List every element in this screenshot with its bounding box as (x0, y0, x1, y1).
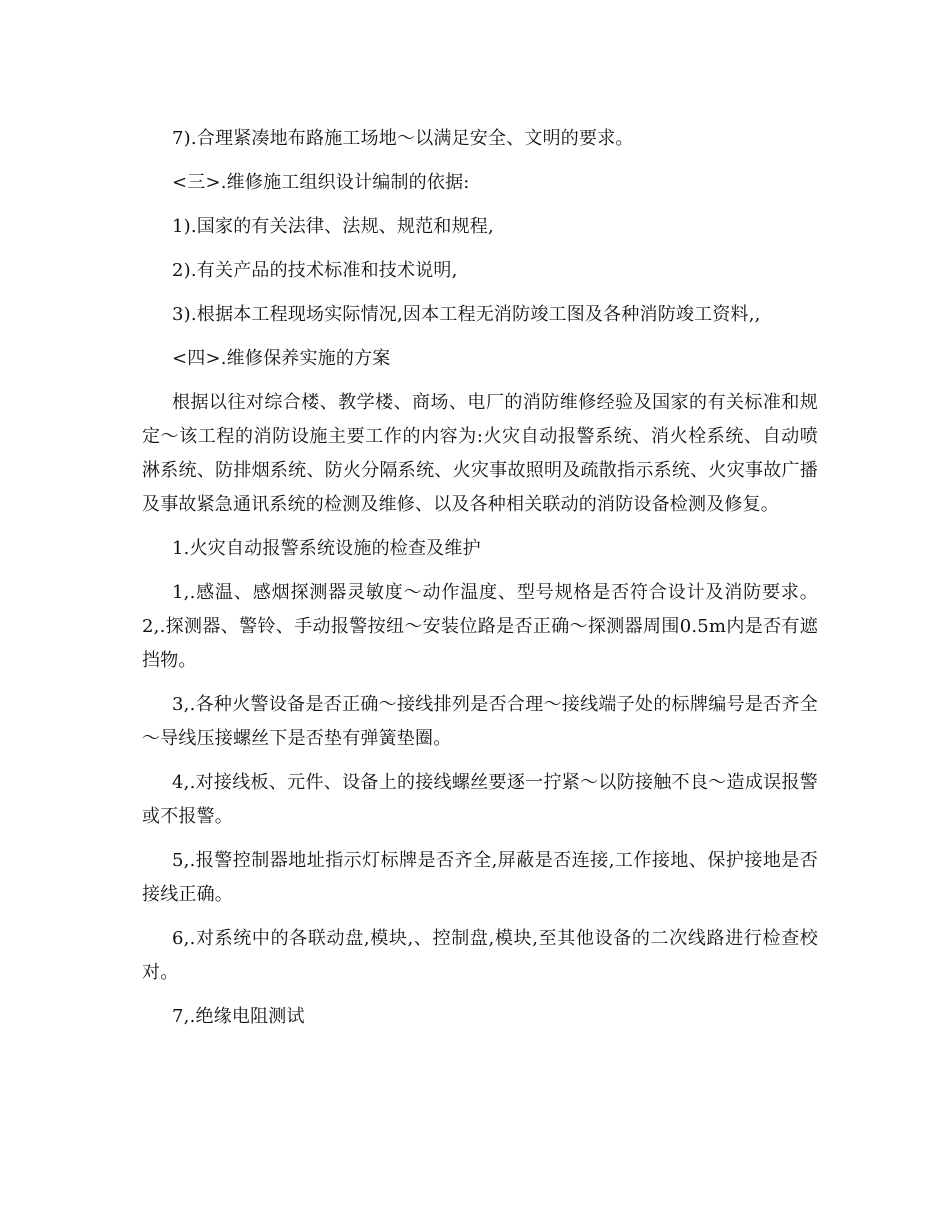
paragraph: 7).合理紧凑地布路施工场地～以满足安全、文明的要求。 (172, 128, 634, 149)
document-body (142, 122, 818, 1036)
section-heading: 1.火灾自动报警系统设施的检查及维护 (172, 538, 481, 559)
paragraph: 1).国家的有关法律、法规、规范和规程, (172, 216, 494, 237)
paragraph: 6,.对系统中的各联动盘,模块,、控制盘,模块,至其他设备的二次线路进行检查校对。 (142, 928, 818, 983)
paragraph: 5,.报警控制器地址指示灯标牌是否齐全,屏蔽是否连接,工作接地、保护接地是否接线正确。 (142, 850, 818, 905)
paragraph: 1,.感温、感烟探测器灵敏度～动作温度、型号规格是否符合设计及消防要求。 2,.探测器、警铃、手动报警按纽～安装位路是否正确～探测器周围0.5m内是否有遮挡物。 (142, 582, 818, 671)
paragraph: 3,.各种火警设备是否正确～接线排列是否合理～接线端子处的标牌编号是否齐全～导线压接螺丝下是否垫有弹簧垫圈。 (142, 694, 818, 749)
paragraph: 4,.对接线板、元件、设备上的接线螺丝要逐一拧紧～以防接触不良～造成误报警或不报警。 (142, 772, 818, 827)
paragraph: 根据以往对综合楼、教学楼、商场、电厂的消防维修经验及国家的有关标准和规定～该工程的消防设施主要工作的内容为:火灾自动报警系统、消火栓系统、自动喷淋系统、防排烟系统、防火分隔系统、火灾事故照明及疏散指示系统、火灾事故广播及事故紧急通讯系统的检测及维修、以及各种相关联动的消防设备检测及修复。 (142, 392, 818, 515)
paragraph: 2).有关产品的技术标准和技术说明, (172, 260, 458, 281)
paragraph: 7,.绝缘电阻测试 (172, 1006, 305, 1027)
section-heading: <四>.维修保养实施的方案 (172, 348, 391, 369)
paragraph: 3).根据本工程现场实际情况,因本工程无消防竣工图及各种消防竣工资料,, (172, 304, 761, 325)
section-heading: <三>.维修施工组织设计编制的依据: (172, 172, 470, 193)
